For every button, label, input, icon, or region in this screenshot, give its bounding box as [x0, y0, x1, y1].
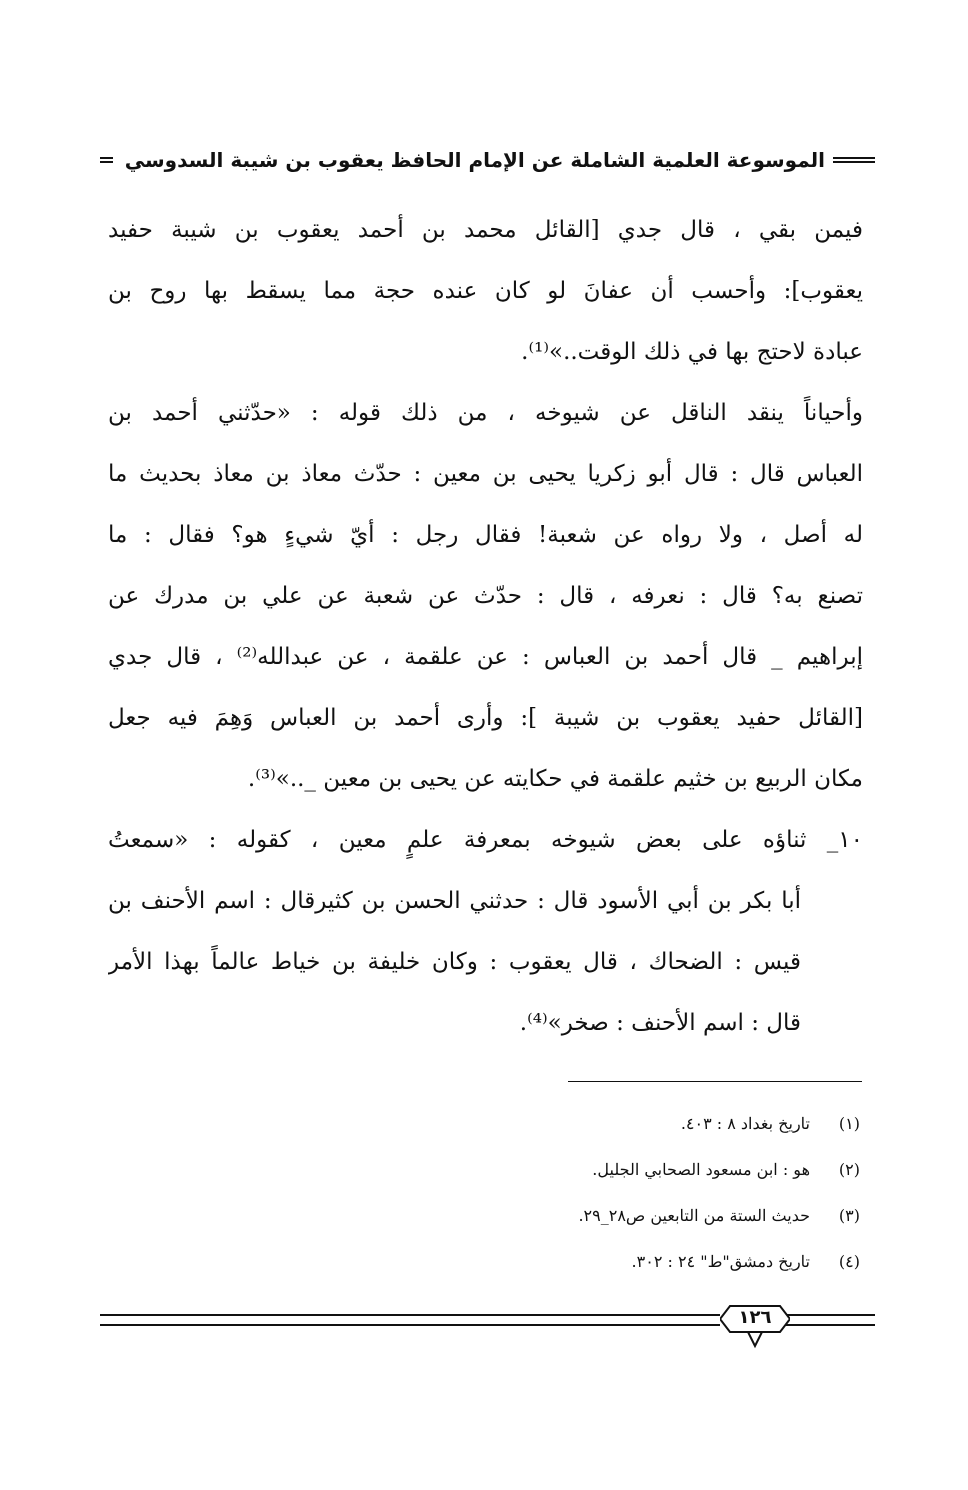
text-line: وأحياناً ينقد الناقل عن شيوخه ، من ذلك قوله : «حدّثني أحمد بن: [108, 400, 863, 426]
text-line: إبراهيم _ قال أحمد بن العباس : عن علقمة ، عن عبدالله⁽²⁾ ، قال جدي: [108, 644, 863, 670]
page-number: ١٢٦: [738, 1307, 772, 1328]
text-line: له أصل ، ولا رواه عن شعبة! فقال رجل : أيّ شيءٍ هو؟ فقال : ما: [108, 522, 863, 548]
text-line: قال : اسم الأحنف : صخر»⁽⁴⁾.: [519, 1010, 801, 1036]
footnote-number: (٢): [838, 1160, 860, 1179]
text-line: تصنع به؟ قال : نعرفه ، قال : حدّث عن شعبة عن علي بن مدرك عن: [108, 583, 863, 609]
footnote-text: حديث الستة من التابعين ص٢٨_٢٩.: [578, 1206, 810, 1225]
text-line: مكان الربيع بن خثيم علقمة في حكايته عن يحيى بن معين _..»⁽³⁾.: [247, 766, 863, 792]
footnote-number: (٤): [838, 1252, 860, 1271]
header-title: الموسوعة العلمية الشاملة عن الإمام الحافظ يعقوب بن شيبة السدوسي: [124, 148, 825, 172]
footnote-text: هو : ابن مسعود الصحابي الجليل.: [592, 1160, 810, 1179]
footnote: [300, 1193, 860, 1239]
footer-rule-right: [785, 1314, 875, 1326]
footer-rule-left: [100, 1314, 720, 1326]
text-line: يعقوب]: وأحسب أن عفانَ لو كان عنده حجة مما يسقط بها روح بن: [108, 278, 863, 304]
footnote-text: تاريخ دمشق"ط" ٢٤ : ٣٠٢.: [631, 1252, 810, 1271]
footnote-text: تاريخ بغداد ٨ : ٤٠٣.: [680, 1114, 810, 1133]
running-header: [100, 140, 875, 180]
footnote: [300, 1239, 860, 1285]
text-line: العباس قال : قال أبو زكريا يحيى بن معين : حدّث معاذ بن معاذ بحديث ما: [108, 461, 863, 487]
text-line: ١٠_ ثناؤه على بعض شيوخه بمعرفة علمٍ معين ، كقوله : «سمعتُ: [108, 827, 863, 853]
footnote: [300, 1101, 860, 1147]
footnote: [300, 1147, 860, 1193]
header-rule-right: [833, 157, 875, 163]
header-rule-left: [100, 157, 113, 163]
main-text: [108, 200, 863, 1054]
text-line: قيس : الضحاك ، قال يعقوب : وكان خليفة بن خياط عالماً بهذا الأمر: [108, 949, 801, 975]
text-line: فيمن بقي ، قال جدي [القائل محمد بن أحمد يعقوب بن شيبة حفيد: [108, 217, 863, 243]
text-line: أبا بكر بن أبي الأسود قال : حدثني الحسن بن كثيرقال : اسم الأحنف بن: [108, 888, 801, 914]
text-line: [القائل حفيد يعقوب بن شيبة ]: وأرى أحمد بن العباس وَهِمَ فيه جعل: [108, 705, 863, 731]
footnote-number: (٣): [838, 1206, 860, 1225]
footnotes: [300, 1101, 860, 1285]
text-line: عبادة لاحتج بها في ذلك الوقت..»⁽¹⁾.: [521, 339, 863, 365]
footnote-number: (١): [838, 1114, 860, 1133]
footnote-separator: [568, 1081, 862, 1082]
